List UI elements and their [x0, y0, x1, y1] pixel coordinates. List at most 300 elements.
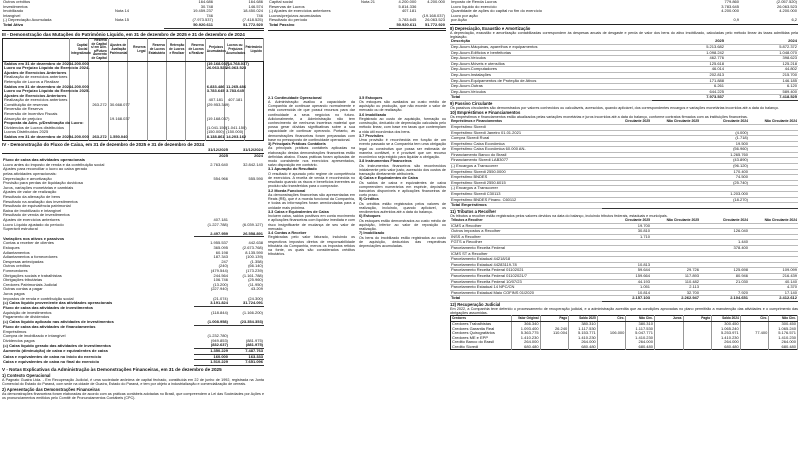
balance-row — [2, 23, 264, 28]
row-value — [602, 203, 651, 209]
dfc-row-label: Impostos de renda e contribuição social — [3, 295, 74, 301]
row-label: (-) Encargos a Transcorrer — [450, 186, 602, 192]
dmpl-col-head: Reserva Legal — [128, 38, 147, 61]
dfc-row-label: Resultado de venda de investimentos — [3, 212, 70, 218]
dfc-value-2025: (118.844) — [211, 309, 228, 315]
rj-value: 1.410.230 — [769, 336, 798, 341]
row-value: 126.040 — [700, 229, 749, 235]
row-label: Parcelamento Estadual Maio COFINS 01/2020 — [450, 290, 602, 296]
dfc-row — [2, 360, 264, 366]
dfc-value-2024: (1.358) — [250, 258, 263, 264]
dmpl-cell: 263.272 — [89, 103, 108, 108]
dmpl-cell-equity: 26.063.523 — [226, 65, 247, 71]
row-value: (1.718) — [700, 136, 749, 142]
dfc-row-label: Juros, variações monetárias e cambiais — [3, 184, 74, 190]
balance-cell-l: Intangível — [3, 12, 21, 18]
dfc-value-2025: (227.940) — [210, 286, 228, 292]
balance-cell-v1: 779.860 — [724, 0, 739, 4]
dfc-value-2025: 554.966 — [213, 175, 228, 181]
row-label: Compra Sicredi Rural — [450, 136, 602, 142]
note-heading: 3.7 Provisões — [359, 133, 384, 138]
balance-cell-v2: 26.063.523 — [424, 17, 445, 23]
row-value: 2.262.947 — [651, 296, 700, 302]
row-value — [749, 203, 798, 209]
dfc-row-label: Provisão para perdas de liquidação duvidosa — [3, 180, 83, 186]
depr-label: Dep.Acum.Veículos — [450, 56, 652, 62]
dfc-value-2024: 163.333 — [229, 354, 264, 360]
note-text: A Administração avaliou a capacidade da Companhia de continuar operando normalmente e está convencida de que possui recursos para dar continuidade a seus negócios no futuro. Adicionalmente, a Administração não tem conhecimento de nenhuma incerteza material que possa gerar dúvidas significativas sobre a sua capacidade de continuar operando. Portanto, as demonstrações financeiras foram preparadas com base no pressuposto de continuidade operacional. — [268, 99, 355, 142]
dmpl-cell-accum: 407.181 — [205, 98, 224, 103]
depr-label: Dep.Acum.Instalações — [450, 72, 652, 78]
dfc-row-label: Obrigações sociais e trabalhistas — [3, 272, 62, 278]
note9-text: Os passivos circulantes são demonstrados por valores conhecidos ou calculáveis, acrescidos, quando aplicável, dos correspondentes encargos e variações monetárias incorridos até a data do balanço. — [450, 105, 779, 110]
dfc-value-2024: (1.166.200) — [242, 309, 263, 315]
rj-row — [451, 345, 798, 350]
row-value: (56.960) — [700, 147, 749, 153]
dmpl-cell-accum: 26.063.523 — [206, 65, 227, 71]
row-value: 117.893 — [651, 273, 700, 279]
rj-value: 1.093.400 — [512, 327, 541, 332]
note-text: O resultado é apurado pelo regime de competência de exercícios. A receita de venda é reconhecida no resultado quando os riscos e benefícios inerentes ao produto são transferidos para o comprador. — [268, 171, 355, 189]
dfc-row-label: Outras contas a pagar — [3, 286, 43, 292]
dfc-value-2024: (881.975) — [245, 337, 263, 343]
rj-value: 1.410.230 — [569, 336, 598, 341]
rj-col-head: Não Circ. — [769, 316, 798, 322]
dfc-value-2025: 1.350.229 — [194, 349, 229, 355]
middle-notes — [268, 96, 446, 456]
dfc-row-label: Dividendos pagos — [3, 337, 35, 343]
dfc-value-2024: (6.039.127) — [242, 221, 263, 227]
rj-value: 110.004 — [540, 331, 569, 336]
rj-label: Credores Quirografários — [451, 331, 512, 336]
rj-value: 5.253.971 — [712, 331, 741, 336]
dfc-value-2025: (479.544) — [210, 267, 228, 273]
balance-cell-l: Reservas de Lucros — [269, 3, 305, 9]
balance-row — [268, 23, 446, 28]
dmpl-row-label: Dividendos de Lucros distribuídos — [3, 126, 70, 131]
balance-cell-v2: (7.418.525) — [242, 17, 263, 23]
note-heading: 3) Principais Práticas Contábeis — [268, 142, 326, 146]
row-value: 59.644 — [602, 268, 651, 274]
dmpl-cell-empty — [166, 135, 185, 140]
dmpl-row — [3, 135, 264, 140]
row-value: 7.920 — [700, 290, 749, 296]
balance-cell-l: por Ação — [451, 17, 467, 23]
dfc-row-label: Fluxo de caixa das atividades de financiamentos — [3, 324, 96, 330]
table-col-head: Não Circulante 2024 — [749, 119, 798, 124]
dmpl-cell-accum: (19.168.037) — [206, 60, 230, 66]
dmpl-title: III - Demonstração das Mutações do Patrimônio Líquido, em 31 de dezembro de 2025 e 31 de dezembro de 2024 — [2, 32, 245, 38]
dfc-row-label: Credores Patrimoniais Judicial — [3, 281, 58, 287]
row-value: 1.051 — [602, 285, 651, 291]
depr-2024: 398.623 — [725, 56, 798, 62]
rj-value: 680.480 — [712, 345, 741, 350]
depr-2024: 215.700 — [725, 72, 798, 78]
dfc-value-2024: (24.300) — [248, 295, 263, 301]
balance-cell-v1: 164.686 — [198, 0, 213, 4]
depr-2024: 146.185 — [725, 78, 798, 84]
depr-label: Dep.Acum.Outras — [450, 84, 652, 90]
balance-cell-v1: 746 — [206, 12, 213, 18]
dmpl-table — [2, 38, 264, 141]
row-label: ICMS a Recolher — [450, 223, 602, 229]
row-value: 32.700 — [651, 290, 700, 296]
rj-value: 680.480 — [569, 345, 598, 350]
dmpl-cell-accum: (29.953.349) — [206, 101, 230, 107]
row-label: Empréstimo Sicredi C30113 — [450, 192, 602, 198]
balance-liabilities-tail — [268, 0, 446, 29]
balance-cell-v2: 4.200.000 — [779, 8, 797, 14]
row-value: 80.946 — [700, 273, 749, 279]
balance-cell-v2: (2.057.520) — [776, 0, 797, 4]
rj-col-head: Credores — [451, 316, 512, 322]
balance-cell-n: Nota 15 — [115, 17, 130, 23]
table-col-head: Não Circulante 2025 — [651, 119, 700, 124]
dfc-value-2024: (11.950) — [248, 281, 263, 287]
dfc-value-2024: (66.140) — [248, 263, 263, 269]
table-col-head: Circulante 2024 — [700, 218, 749, 223]
row-value: 109.099 — [749, 268, 798, 274]
depr-label: Dep.Acum.Máquinas, aparelhos e equipamentos — [450, 44, 652, 50]
dfc-value-2025: 160.000 — [194, 354, 229, 360]
depr-2024: 44.802 — [725, 67, 798, 73]
row-value: (18.270) — [700, 197, 749, 203]
row-value: 4.370 — [749, 285, 798, 291]
rj-value: 380.310 — [569, 321, 598, 326]
rj-value: 77.400 — [740, 331, 769, 336]
depr-2025: 1.098.242 — [652, 50, 725, 56]
dfc-row-label: Aquisição de investimentos — [3, 309, 52, 315]
balance-cell-v1: 4.200.000 — [721, 8, 739, 14]
note-text: Os bens do imobilizado estão registrados ao custo de aquisição, deduzidos das respectivas depreciações acumuladas. — [359, 235, 446, 249]
table-row — [450, 203, 798, 209]
dfc-row-label: Depreciação e amortização — [3, 175, 52, 181]
dmpl-cell-equity: (1.041.150) — [226, 124, 247, 130]
dfc-value-2025: 2.763.640 — [210, 161, 228, 167]
depr-2025: 6.261 — [652, 84, 725, 90]
row-label: FGTS a Recolher — [450, 240, 602, 246]
balance-cell-n — [114, 23, 164, 28]
row-value: 1.265.760 — [700, 152, 749, 158]
balance-cell-v1: 0,9 — [733, 17, 739, 23]
row-value: 29.726 — [651, 268, 700, 274]
dfc-table — [2, 148, 264, 366]
note-heading: 3.6 Imobilizado — [359, 112, 387, 117]
dfc-value-2024: (25.960) — [248, 277, 263, 283]
dfc-row-label: Lucro Líquido ajustado do período — [3, 221, 64, 227]
note-text: Os créditos estão registrados pelos valores de realização, incluindo, quando aplicável, os rendimentos auferidos até a data do balanço. — [359, 201, 446, 215]
balance-cell-v2: 26.063.523 — [776, 3, 797, 9]
depr-2024: 5.872.372 — [725, 44, 798, 50]
rj-col-head: Circ. — [597, 316, 626, 322]
dfc-value-2024: (2.673.768) — [242, 245, 263, 250]
note-heading: 3.8 Instrumentos Financeiros — [359, 159, 412, 164]
row-label: Parcelamento Estadual 44218/18 — [450, 257, 602, 263]
dfc-row-label: Empréstimos — [3, 328, 27, 334]
depr-head-desc: Descrição — [450, 39, 652, 44]
dfc-row-label: Estoques — [3, 245, 20, 250]
dmpl-cell-equity: 14.203.162 — [226, 134, 247, 140]
dfc-row-label: Fluxo de caixa das atividades operacionais — [3, 157, 86, 163]
note-heading: 2) Apresentação das Demonstrações Financeiras — [2, 386, 100, 392]
dfc-row-label: Resultado na avaliação dos investimentos — [3, 198, 78, 204]
dfc-head-r2: 2024 — [254, 152, 263, 158]
dfc-value-2024: 43.209 — [250, 286, 263, 292]
dfc-value-2025: 1.955.537 — [210, 240, 228, 246]
dfc-row-label: (=) Caixa líquido aplicado nas atividades de investimentos — [3, 319, 114, 325]
note11-title: 11) Tributos a Recolher — [450, 208, 497, 214]
depr-2025: 5.213.682 — [652, 44, 725, 50]
rj-col-head: Valor Original — [512, 316, 541, 322]
balance-cell-v2: 18.450.024 — [242, 8, 263, 14]
note8-text: A depreciação, exaustão e amortização contabilizadas correspondem às despesas anuais de desgaste e perda de valor dos bens do ativo imobilizado, calculadas pelo método linear às taxas admitidas pela legislação. — [450, 30, 798, 40]
dmpl-col-head: Retenção de Lucros e Realizar — [166, 38, 185, 61]
dmpl-row-label: Saldos em 31 de dezembro de 2025 — [4, 134, 72, 140]
rj-col-head: Não Circ. — [626, 316, 655, 322]
row-label: Parcelamento Receita Federal 01102021/7 — [450, 273, 602, 279]
row-value: 2.104.651 — [700, 296, 749, 302]
balance-cell-v1: 19.459.237 — [192, 8, 213, 14]
note-heading: 6) Estoques — [359, 214, 381, 219]
dfc-row-label: Baixa de imobilizado e intangível — [3, 207, 62, 213]
rj-col-head: Pagto — [683, 316, 712, 322]
depreciation-table — [450, 39, 798, 101]
rj-col-head: Saldo 2025 — [569, 316, 598, 322]
balance-cell-v1: 3.783.645 — [398, 17, 417, 23]
dfc-value-2024: 8.135.590 — [245, 249, 263, 255]
depr-label: Dep.Acum.Equipamentos de Proteção de Ativos — [450, 78, 652, 84]
table-col-head: Circulante 2025 — [602, 119, 651, 124]
rj-value — [540, 345, 569, 350]
note-text: Registrado ao custo de aquisição, formação ou construção, deduzido de depreciação calculada pelo método linear, com base em taxas que contemplam a vida útil econômica dos bens. — [359, 116, 446, 134]
row-value — [651, 203, 700, 209]
row-label: Empréstimo Caixa Econômica — [450, 141, 602, 147]
note11-text: Os tributos a recolher estão registrados pelos valores devidos na data do balanço, incluindo tributos federais, estaduais e municipais. — [450, 213, 668, 218]
depr-label: Dep.Acum.Veículos — [450, 89, 652, 95]
rj-value: 680.480 — [512, 345, 541, 350]
rj-col-head: Pago — [540, 316, 569, 322]
divider — [2, 30, 264, 31]
dmpl-row-label: Retenção de Lucros a Realizar — [3, 80, 70, 85]
rj-value: 5.176.571 — [769, 331, 798, 336]
row-label: Financiamento Banco do Brasil — [450, 152, 602, 158]
balance-cell-l: Resultado do período — [269, 17, 308, 23]
row-value — [700, 203, 749, 209]
row-value: 2.113 — [651, 285, 700, 291]
dmpl-row-label: Ajustes de Exercícios Anteriores — [3, 94, 70, 99]
dmpl-col-head: Lucros ou Prejuízos Acumulados — [225, 38, 244, 61]
balance-cell-l: Lucro líquido do exercício — [451, 3, 497, 9]
dmpl-cell-equity: (150.000) — [226, 129, 244, 135]
dfc-value-2025: 1.510.229 — [194, 360, 229, 366]
note8-title: 8) Depreciação, Exaustão e Amortização — [450, 25, 531, 31]
dfc-row-label: Caixa e equivalentes de caixa no início do exercício — [3, 353, 102, 359]
rj-col-head: Saldo 2024 — [712, 316, 741, 322]
dmpl-cell: 1.550.040 — [109, 134, 128, 140]
dfc-value-2025: (1.227.788) — [207, 221, 228, 227]
depr-2024: 589.400 — [725, 89, 798, 95]
note10-text: Os empréstimos e financiamentos estão atualizados pelas variações monetárias e juros incorridos até a data do balanço, conforme contratos firmados com as instituições financeiras. — [450, 115, 748, 120]
dfc-head-r1: 2025 — [219, 152, 228, 158]
rj-value: 264.000 — [626, 340, 655, 345]
row-label: Total — [450, 296, 602, 302]
depr-label: Dep.Acum.Edifícios e benfeitorias — [450, 50, 652, 56]
dfc-value-2024: 31.724.091 — [229, 301, 264, 306]
row-label: INSS a Recolher — [450, 234, 602, 240]
dfc-value-2025: 187.343 — [213, 254, 228, 260]
dmpl-row-label: Absorção de prejuízo — [3, 117, 70, 122]
dfc-value-2025: 407.181 — [213, 216, 228, 222]
depr-head-2024: 2024 — [725, 39, 798, 44]
dfc-row-label: Ajustes de valor de realização — [3, 189, 57, 195]
note-heading: 3.4 Contas a Receber — [268, 231, 307, 236]
balance-cell-l: Outros créditos — [3, 0, 31, 4]
dfc-value-2024: (173.239) — [245, 267, 263, 273]
rj-value: 366.340 — [512, 321, 541, 326]
rj-value: 1.410.230 — [626, 336, 655, 341]
balance-cell-v2: (19.168.037) — [422, 12, 445, 18]
balance-cell-v2: 51.772.920 — [214, 23, 264, 28]
dfc-row-label: Obrigações tributárias — [3, 277, 43, 283]
dmpl-col-head: Reserva de Capital s/ em Alín. p/Futuro Aumento de Capital — [89, 38, 108, 61]
rj-value: 1.065.240 — [712, 327, 741, 332]
row-value: 1.203.000 — [700, 192, 749, 198]
note-heading: 3.5 Estoques — [359, 95, 383, 100]
rj-value: 5.153.771 — [569, 331, 598, 336]
row-value: (25.740) — [700, 180, 749, 186]
balance-cell-v1: 3.783.645 — [721, 3, 739, 9]
balance-cell-v1: 50.920.611 — [164, 23, 214, 28]
balance-cell-v1: 407.181 — [401, 8, 417, 14]
dfc-head-y1: 31/12/2025 — [194, 148, 229, 153]
row-label: Parcelamento Estadual 14 NPC/CN — [450, 285, 602, 291]
rj-value: 300.450 — [712, 321, 741, 326]
rj-label: Credito Sicredi — [451, 345, 512, 350]
balance-cell-v2: 164.686 — [248, 0, 263, 4]
dfc-row-label: Pagamento de dividendos — [3, 314, 50, 320]
dmpl-spacer — [268, 32, 446, 96]
note9-title: 9) Passivo Circulante — [450, 100, 493, 106]
balance-cell-v1: 30.748 — [200, 3, 213, 9]
loans-table — [450, 119, 798, 209]
dfc-value-2025: (1.008.958) — [194, 320, 229, 325]
rj-value: 26.240 — [540, 327, 569, 332]
dfc-row-label: Outros créditos — [3, 263, 31, 269]
row-value: 10.813 — [602, 262, 651, 268]
dmpl-row-label: Proposta da Adm. p/Destinação do Lucro: — [4, 120, 84, 126]
depr-label: Total — [450, 95, 652, 101]
dfc-row-label: Juros pagos — [3, 290, 25, 296]
balance-cell-v1: (7.973.537) — [192, 17, 213, 23]
rj-value — [654, 345, 683, 350]
dfc-row-label: Contas a receber de clientes — [3, 240, 54, 246]
depr-2024: 7.418.525 — [725, 95, 798, 101]
left-column — [2, 0, 264, 445]
balance-cell-l: (-) Ajustes de exercícios anteriores — [269, 8, 331, 14]
rj-value: 380.310 — [626, 321, 655, 326]
dfc-value-2024: (1.161.788) — [242, 272, 263, 278]
depr-2025: 46.014 — [652, 67, 725, 73]
dfc-value-2025: 2.497.959 — [194, 232, 229, 237]
row-label: Empréstimo Sicredi 2550.6015 — [450, 180, 602, 186]
note-heading: 2.1 Continuidade Operacional — [268, 95, 322, 100]
row-label: ICMS ST a Recolher — [450, 251, 602, 257]
dmpl-row-label: Realização de exercícios anteriores — [3, 98, 70, 103]
dfc-value-2025: (832.637) — [194, 343, 229, 348]
dmpl-row-label: Constituição de reservas — [3, 103, 70, 108]
note-heading: 5) Créditos — [359, 197, 379, 202]
dfc-value-2024: 555.590 — [248, 175, 263, 181]
dmpl-row-label: Ajustes de Exercícios Anteriores — [3, 71, 70, 76]
dfc-value-2025: (240) — [218, 263, 228, 269]
dfc-row-label: Resultado da alienação de bens — [3, 193, 61, 199]
dfc-value-2025: 247 — [221, 258, 228, 264]
balance-cell-v2: 4.200.000 — [427, 0, 445, 4]
note-text: Incluem caixa, saldos positivos em conta movimento e aplicações financeiras com liquidez imediata e com risco insignificante de mudança de seu valor de mercado. — [268, 214, 355, 231]
note-text: Registradas pelo valor faturado, incluindo os respectivos impostos diretos de responsabilidade tributária da Companhia, menos os impostos retidos na fonte, os quais são considerados créditos tributários. — [268, 235, 355, 257]
table-col-head: Circulante 2024 — [700, 119, 749, 124]
note-text: Os instrumentos financeiros são reconhecidos inicialmente pelo valor justo, acrescido dos custos de transação diretamente atribuíveis. — [359, 163, 446, 177]
note-heading: 3.2 Moeda Funcional — [268, 188, 306, 193]
rj-col-head: Circ. — [740, 316, 769, 322]
balance-cell-v1: 4.200.000 — [398, 0, 417, 4]
balance-cell-v1: 50.920.611 — [389, 23, 418, 28]
dfc-value-2025: 365.095 — [213, 245, 228, 250]
rj-value: 264.000 — [569, 340, 598, 345]
dfc-row-label: Compra de imobilizado e intangível — [3, 333, 66, 339]
dfc-row-label: Lucro antes do imposto de renda e da contribuição social — [3, 161, 105, 167]
dfc-row-label: Ajustes para reconciliar o lucro ao caixa gerado — [3, 166, 88, 172]
dfc-value-2025: 106.746 — [213, 277, 228, 283]
dfc-row-label: Adiantamentos a fornecedores — [3, 254, 58, 260]
table-col-head: Tributos a Recolher — [450, 218, 602, 223]
note12-text: Em 2022, a Companhia teve deferido o processamento de recuperação judicial, e a administração acredita que as condições aprovadas no plano permitirão a manutenção das atividades e o cumprimento das obrigações assumidas. — [450, 306, 798, 316]
balance-cell-l: Lucros/prejuízos acumulados — [269, 12, 322, 18]
depr-2025: 125.618 — [652, 61, 725, 67]
row-label: Financiamento Sicredi LAB3077 — [450, 158, 602, 164]
note-text: Uma provisão é reconhecida em função de um evento passado se a Companhia tem uma obrigação legal ou construtiva que possa ser estimada de maneira confiável, e é provável que um recurso econômico seja exigido para liquidar a obrigação. — [359, 138, 446, 160]
row-value: 17.140 — [749, 290, 798, 296]
rj-value: 264.000 — [769, 340, 798, 345]
dfc-row-label: Variações nos ativos e passivos — [3, 235, 65, 241]
dmpl-cell: 4.200.000 — [71, 83, 89, 89]
balance-cell-v2: 6,2 — [791, 17, 797, 23]
row-value: 10.814 — [602, 290, 651, 296]
balance-cell-l: Lucro por ação — [451, 12, 478, 18]
note12-title: 12) Recuperação Judicial — [450, 301, 501, 307]
notes-list — [2, 373, 264, 400]
row-value: (96.120) — [700, 164, 749, 170]
rj-col-head: Juros — [654, 316, 683, 322]
row-value: 216.439 — [749, 273, 798, 279]
dfc-row-label: (=) Caixa líquido proveniente das atividades operacionais — [3, 300, 113, 306]
rj-value: 264.000 — [712, 340, 741, 345]
rj-value: 1.117.530 — [626, 327, 655, 332]
dmpl-col-head: Capital Social Integralizado — [70, 38, 89, 61]
rj-value — [683, 345, 712, 350]
dfc-row-label: Caixa e equivalentes de caixa no final do exercício — [3, 359, 100, 365]
row-label: Total Empréstimos — [450, 203, 602, 209]
dfc-row-label: Aumento (diminuição) de caixa e equivalentes de caixa — [3, 348, 108, 354]
balance-cell-l: Imobilizado — [3, 8, 24, 14]
balance-cell-l: Total Ativo — [3, 22, 24, 28]
dmpl-cell-accum: (150.000) — [206, 129, 224, 135]
balance-cell-l: (-) Depreciação Acumulada — [3, 17, 52, 23]
table-col-head: Não Circulante 2024 — [749, 218, 798, 223]
row-value: 159.664 — [602, 273, 651, 279]
balance-cell-n — [360, 23, 389, 28]
balance-cell-n: Nota 14 — [115, 8, 130, 14]
